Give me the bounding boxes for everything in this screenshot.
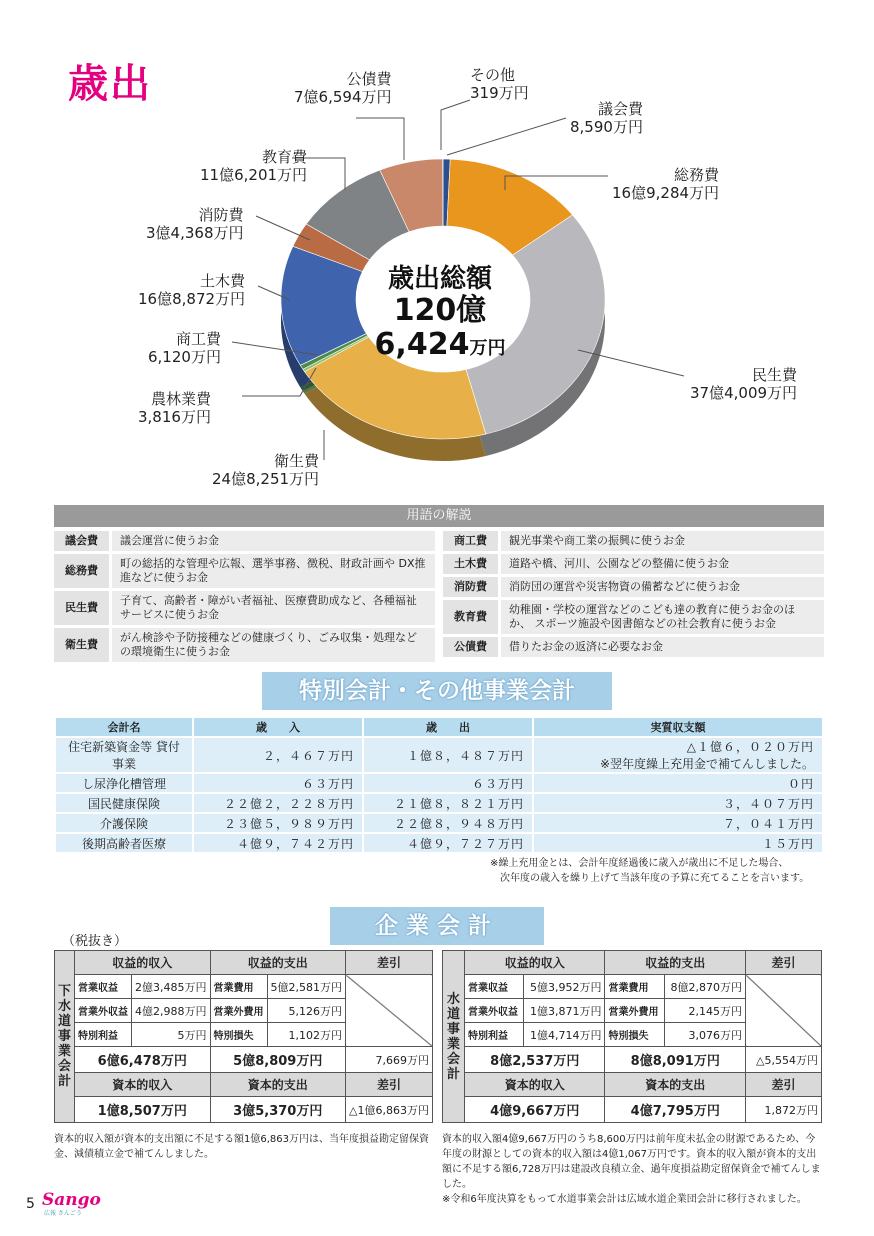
slice-value: 24億8,251万円 <box>212 470 320 488</box>
glossary-row <box>443 554 824 574</box>
table-row: 後期高齢者医療 ４億９，７４２万円 ４億９，７２７万円 １５万円 <box>56 834 822 852</box>
glossary-desc: 議会運営に使うお金 <box>112 531 435 551</box>
slice-value: 3,816万円 <box>138 408 211 426</box>
slice-name: 総務費 <box>674 166 720 184</box>
glossary-desc: がん検診や予防接種などの健康づくり、ごみ収集・処理など の環境衛生に使うお金 <box>112 628 435 662</box>
glossary-desc: 子育て、高齢者・障がい者福祉、医療費助成など、各種福祉 サービスに使うお金 <box>112 591 435 625</box>
center-line3: 6,424 <box>374 327 470 362</box>
glossary-desc: 消防団の運営や災害物資の備蓄などに使うお金 <box>501 577 824 597</box>
glossary-desc: 道路や橋、河川、公園などの整備に使うお金 <box>501 554 824 574</box>
slice-name: 民生費 <box>752 366 798 384</box>
slice-name: その他 <box>470 66 516 84</box>
col-header: 歳 入 <box>194 718 362 736</box>
sewer-account-name: 下水道事業会計 <box>55 951 75 1123</box>
special-note: ※繰上充用金とは、会計年度経過後に歳入が歳出に不足した場合、 次年度の歳入を繰り上げて当該年度の予算に充てることを言います。 <box>490 858 810 884</box>
center-line1: 歳出総額 <box>387 264 492 294</box>
slice-value: 3億4,368万円 <box>146 224 244 242</box>
slice-label-eisei <box>212 452 319 488</box>
glossary-desc: 幼稚園・学校の運営などのこども達の教育に使うお金のほか、 スポーツ施設や図書館などの社会教育に使うお金 <box>501 600 824 634</box>
glossary-right <box>443 531 824 662</box>
glossary-term: 教育費 <box>443 600 498 634</box>
glossary-term: 民生費 <box>54 591 109 625</box>
leader-line <box>441 100 470 150</box>
slice-label-minsei <box>690 366 797 402</box>
glossary-term: 総務費 <box>54 554 109 588</box>
water-account-table: 水道事業会計 収益的収入 収益的支出 差引 営業収益 5億3,952万円 営業費用 8億2,870万円 営業外収益 1億3,871万円 営業外費用 2,145万円 特別利益 1億4,714万円 特別損失 3,076万円 8億2,537万円 8億8,091万円 △5,554万円 資本的収入 資本的支出 差引 4億9,667万円 4億7,795万円 1,872万円 <box>442 950 822 1123</box>
slice-label-shoukou <box>148 330 221 366</box>
slice-name: 消防費 <box>198 206 244 224</box>
table-row: し尿浄化槽管理 ６３万円 ６３万円 ０円 <box>56 774 822 792</box>
slice-name: 公債費 <box>346 70 392 88</box>
glossary-desc: 観光事業や商工業の振興に使うお金 <box>501 531 824 551</box>
col-header: 会計名 <box>56 718 192 736</box>
slice-label-kyouiku <box>200 148 307 184</box>
slice-value: 16億8,872万円 <box>138 290 246 308</box>
glossary <box>54 505 824 662</box>
glossary-term: 衛生費 <box>54 628 109 662</box>
logo-subtitle: 広報 さんごう <box>44 1210 82 1217</box>
special-accounts-table <box>54 716 824 854</box>
glossary-row <box>54 531 435 551</box>
water-note: 資本的収入額4億9,667万円のうち8,600万円は前年度未払金の財源であるため、今年度の財源としての資本的収入額は4億1,067万円です。資本的収入額が資本的支出額に不足する額6,728万円は建設改良積立金、過年度損益勘定留保資金で補てんしました。 ※令和6年度決算をもって水道事業会計は広域水道企業団会計に移行されました。 <box>442 1134 821 1205</box>
slice-label-nourin <box>138 390 211 426</box>
slice-label-gikai <box>570 100 643 136</box>
glossary-row <box>54 554 435 588</box>
leader-line <box>447 118 566 155</box>
table-row: 国民健康保険 ２２億２，２２８万円 ２１億８，８２１万円 ３，４０７万円 <box>56 794 822 812</box>
tax-note: （税抜き） <box>62 934 128 949</box>
slice-label-soumu <box>612 166 719 202</box>
slice-label-sonota <box>470 66 529 102</box>
table-row: 住宅新築資金等 貸付事業 ２，４６７万円 １億８，４８７万円 △１億６，０２０万円 ※翌年度繰上充用金で補てんしました。 <box>56 738 822 772</box>
glossary-desc: 町の総括的な管理や広報、選挙事務、徴税、財政計画や DX推進などに使うお金 <box>112 554 435 588</box>
center-line2: 120億 <box>393 293 487 328</box>
page-title: 歳出 <box>68 61 152 107</box>
slice-value: 6,120万円 <box>148 348 221 366</box>
leader-line <box>256 216 310 240</box>
slice-value: 8,590万円 <box>570 118 643 136</box>
slice-name: 衛生費 <box>274 452 320 470</box>
glossary-term: 土木費 <box>443 554 498 574</box>
slice-value: 7億6,594万円 <box>294 88 392 106</box>
slice-value: 16億9,284万円 <box>612 184 720 202</box>
sewer-note: 資本的収入額が資本的支出額に不足する額1億6,863万円は、当年度損益勘定留保資金、減債積立金で補てんしました。 <box>54 1134 429 1160</box>
chart-center-total <box>360 258 520 362</box>
special-accounts-banner: 特別会計・その他事業会計 <box>262 672 612 710</box>
glossary-term: 議会費 <box>54 531 109 551</box>
glossary-row <box>54 591 435 625</box>
slice-name: 土木費 <box>200 272 246 290</box>
sango-logo: Sango <box>42 1190 101 1210</box>
glossary-row <box>443 600 824 634</box>
table-row: 介護保険 ２３億５，９８９万円 ２２億８，９４８万円 ７，０４１万円 <box>56 814 822 832</box>
slice-name: 商工費 <box>175 330 221 348</box>
glossary-term: 商工費 <box>443 531 498 551</box>
center-unit: 万円 <box>469 338 506 359</box>
slice-value: 11億6,201万円 <box>200 166 308 184</box>
slice-value: 37億4,009万円 <box>690 384 798 402</box>
leader-line <box>356 118 404 160</box>
slice-name: 農林業費 <box>150 390 211 408</box>
glossary-row <box>443 577 824 597</box>
slice-label-kousai <box>294 70 392 106</box>
glossary-heading: 用語の解説 <box>54 505 824 527</box>
glossary-row <box>443 637 824 657</box>
glossary-term: 公債費 <box>443 637 498 657</box>
slice-name: 教育費 <box>262 148 308 166</box>
slice-name: 議会費 <box>597 100 643 118</box>
col-header: 実質収支額 <box>534 718 822 736</box>
enterprise-banner: 企業会計 <box>330 907 544 945</box>
glossary-row <box>443 531 824 551</box>
sewer-account-table: 下水道事業会計 収益的収入 収益的支出 差引 営業収益 2億3,485万円 営業費用 5億2,581万円 営業外収益 4億2,988万円 営業外費用 5,126万円 特別利益 5万円 特別損失 1,102万円 6億6,478万円 5億8,809万円 7,669万円 資本的収入 資本的支出 差引 1億8,507万円 3億5,370万円 △1億6,863万円 <box>54 950 433 1123</box>
col-header: 歳 出 <box>364 718 532 736</box>
slice-label-doboku <box>138 272 245 308</box>
glossary-left <box>54 531 435 662</box>
glossary-term: 消防費 <box>443 577 498 597</box>
slice-label-shoubou <box>146 206 244 242</box>
glossary-row <box>54 628 435 662</box>
slice-value: 319万円 <box>470 84 529 102</box>
glossary-desc: 借りたお金の返済に必要なお金 <box>501 637 824 657</box>
page-number: 5 <box>26 1196 35 1212</box>
water-account-name: 水道事業会計 <box>443 951 465 1123</box>
